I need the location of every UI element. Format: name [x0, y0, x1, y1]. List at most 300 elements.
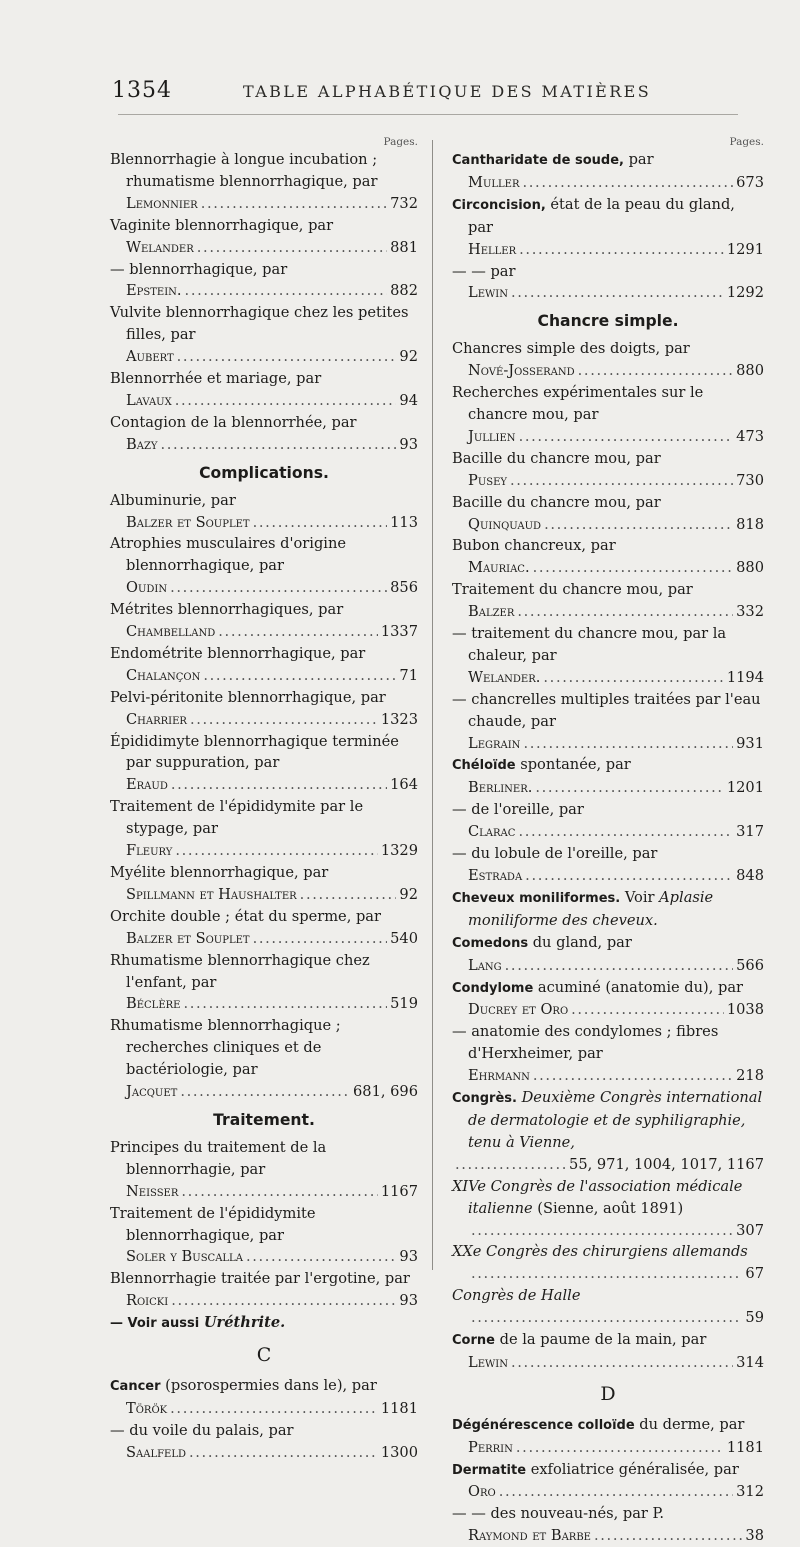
entry-text: [110, 259, 418, 281]
entry-description: Vaginite blennorrhagique, par: [110, 216, 334, 234]
index-entry: [110, 1420, 418, 1464]
entry-page-line: [452, 1220, 764, 1242]
index-entry: [452, 261, 764, 305]
entry-page-line: [452, 282, 764, 304]
entry-text: [452, 448, 764, 470]
entry-page-line: [110, 1181, 418, 1203]
entry-description: de la paume de la main, par: [499, 1331, 707, 1349]
entry-description: Bacille du chancre mou, par: [452, 449, 661, 467]
column-divider: [432, 140, 433, 1270]
entry-text: [452, 1414, 764, 1437]
entry-description: Traitement du chancre mou, par: [452, 581, 693, 599]
entry-page-line: [110, 1246, 418, 1268]
entry-page-line: [110, 884, 418, 906]
entry-author: Chalançon: [126, 666, 201, 684]
entry-page-line: [452, 777, 764, 799]
entry-description: Épididimyte blennorrhagique terminée par suppuration, par: [110, 732, 399, 772]
entry-page: 92: [399, 348, 418, 366]
entry-author: Soler y Buscalla: [126, 1248, 243, 1266]
entry-description: Bubon chancreux, par: [452, 537, 616, 555]
index-entry: [452, 623, 764, 689]
entry-description: spontanée, par: [520, 756, 631, 774]
entry-lead: Dégénérescence colloïde: [452, 1417, 635, 1433]
corne-entry: [452, 1329, 764, 1374]
entry-author: Lavaux: [126, 391, 172, 409]
page-number: 1354: [112, 78, 172, 103]
entry-page-line: [452, 1352, 764, 1374]
entry-author: Oro: [468, 1483, 496, 1501]
index-entry: [452, 448, 764, 492]
index-entry: [110, 687, 418, 731]
entry-page-line: [452, 470, 764, 492]
entry-description: Blennorrhagie traitée par l'ergotine, par: [110, 1270, 410, 1288]
entry-page-line: [110, 434, 418, 456]
entry-page: 931: [736, 734, 764, 752]
entry-text: [452, 977, 764, 1000]
entry-description: — traitement du chancre mou, par la chaleur, par: [452, 625, 727, 664]
entry-description: Pelvi-péritonite blennorrhagique, par: [110, 688, 386, 706]
entry-page: 732: [390, 194, 418, 212]
entry-page-line: [452, 865, 764, 887]
index-entry: [110, 1015, 418, 1103]
entry-description: exfoliatrice généralisée, par: [530, 1460, 739, 1478]
entry-description: du gland, par: [532, 933, 632, 951]
entry-page-line: [110, 993, 418, 1015]
entry-text: [110, 215, 418, 237]
entry-page: 818: [736, 515, 764, 533]
entry-text: [110, 149, 418, 193]
entry-author: Saalfeld: [126, 1443, 186, 1461]
entry-page-line: [110, 840, 418, 862]
entry-page-line: [452, 667, 764, 689]
cheveux-entry: [452, 887, 764, 932]
left-column: [110, 135, 418, 1464]
entry-description: Blennorrhée et mariage, par: [110, 370, 322, 388]
entry-page: 1323: [380, 710, 418, 728]
entry-page-line: [110, 237, 418, 259]
entry-description: (psorospermies dans le), par: [165, 1376, 377, 1394]
header-rule: [118, 114, 738, 115]
entry-text: [452, 338, 764, 360]
entry-description: Traitement de l'épididymite par le stypage, par: [110, 798, 364, 838]
entry-page: 1291: [726, 240, 764, 258]
entry-page: 1181: [726, 1438, 764, 1456]
pages-label-right: Pages.: [729, 136, 764, 148]
entry-text: [452, 382, 764, 426]
index-entry: [110, 862, 418, 906]
entry-text: [110, 533, 418, 577]
entry-page: 71: [399, 666, 418, 684]
entry-page-line: [452, 1437, 764, 1459]
entry-author: Charrier: [126, 710, 187, 728]
entry-page: 673: [736, 173, 764, 191]
entry-text: [110, 490, 418, 512]
index-entry: [452, 799, 764, 843]
index-entry: [452, 1459, 764, 1504]
entry-page: 566: [736, 956, 764, 974]
index-entry: [110, 906, 418, 950]
entry-description: — anatomie des condylomes ; fibres d'Herxheimer, par: [452, 1023, 719, 1063]
entry-page-line: [452, 955, 764, 977]
entry-text: [452, 799, 764, 821]
entry-page-line: [110, 1081, 418, 1103]
entry-description: Vulvite blennorrhagique chez les petites filles, par: [110, 304, 409, 344]
entry-text: [452, 1176, 764, 1220]
congress-name: Congrès de Halle: [452, 1287, 581, 1305]
index-entry: [452, 194, 764, 261]
entry-page: 67: [745, 1265, 764, 1283]
see-also-target: Uréthrite.: [203, 1314, 286, 1332]
index-entry: [110, 149, 418, 215]
index-entry: [110, 302, 418, 368]
see-also-prefix: — Voir aussi: [110, 1316, 200, 1332]
index-entry: [110, 533, 418, 599]
entry-text: [452, 535, 764, 557]
entry-description: Bacille du chancre mou, par: [452, 493, 661, 511]
entry-description: — — par: [452, 262, 516, 280]
entry-page-line: [110, 928, 418, 950]
entry-text: [452, 1459, 764, 1482]
entry-page: 1201: [726, 779, 764, 797]
entry-text: [452, 754, 764, 777]
right-column: [452, 135, 764, 1547]
right-entries-d: [452, 1176, 764, 1329]
index-entry: [110, 1203, 418, 1269]
letter-c-heading: C: [256, 1344, 272, 1367]
entry-page: 93: [399, 1248, 418, 1266]
congress-entry: [452, 1285, 764, 1329]
entry-description: état de la peau du gland, par: [468, 195, 735, 236]
entry-page-line: [110, 665, 418, 687]
left-entries-a: [110, 149, 418, 456]
entry-lead: Corne: [452, 1333, 495, 1349]
entry-description: Orchite double ; état du sperme, par: [110, 907, 381, 925]
entry-description: par: [628, 151, 654, 168]
entry-description: — — des nouveau-nés, par P.: [452, 1505, 665, 1523]
entry-text: [110, 731, 418, 775]
entry-page: 332: [736, 603, 764, 621]
entry-text: [452, 492, 764, 514]
entry-page-line: [452, 426, 764, 448]
entry-author: Nové-Josserand: [468, 362, 575, 380]
page-header: [0, 72, 800, 112]
cheveux-lead: Cheveux moniliformes.: [452, 890, 621, 906]
entry-text: [110, 643, 418, 665]
entry-page-line: [452, 1481, 764, 1503]
entry-author: Welander.: [468, 668, 541, 686]
index-entry: [452, 382, 764, 448]
index-entry: [452, 1414, 764, 1459]
entry-description: Atrophies musculaires d'origine blennorrhagique, par: [110, 535, 346, 575]
congres-entry: [452, 1087, 764, 1154]
entry-page-line: [452, 1307, 764, 1329]
entry-author: Berliner.: [468, 779, 533, 797]
entry-page: 856: [390, 579, 418, 597]
entry-description: Rhumatisme blennorrhagique chez l'enfant, par: [110, 951, 370, 991]
entry-lead: Cancer: [110, 1378, 161, 1394]
index-entry: [110, 1137, 418, 1203]
entry-description: Traitement de l'épididymite blennorrhagique, par: [110, 1204, 316, 1244]
congress-name: XXe Congrès des chirurgiens allemands: [452, 1243, 748, 1261]
entry-text: [110, 1137, 418, 1181]
entry-page: 113: [390, 513, 418, 531]
index-entry: [452, 843, 764, 887]
entry-description: Albuminurie, par: [110, 491, 236, 509]
entry-text: [452, 932, 764, 955]
entry-author: Balzer: [468, 603, 515, 621]
entry-text: [110, 796, 418, 840]
entry-author: Roicki: [126, 1292, 169, 1310]
entry-text: [110, 368, 418, 390]
entry-page-line: [452, 821, 764, 843]
entry-author: Jullien: [468, 427, 516, 445]
complications-heading: Complications.: [199, 463, 329, 482]
entry-author: Quinquaud: [468, 515, 542, 533]
entry-page: 218: [736, 1067, 764, 1085]
entry-lead: Condylome: [452, 980, 534, 996]
entry-author: Heller: [468, 240, 517, 258]
entry-author: Epstein.: [126, 282, 182, 300]
pages-label: Pages.: [383, 136, 418, 148]
letter-d-heading: D: [600, 1382, 616, 1405]
entry-page: 881: [390, 238, 418, 256]
cheveux-voir: Voir: [624, 888, 655, 906]
entry-author: Mauriac.: [468, 559, 530, 577]
index-entry: [452, 689, 764, 755]
entry-page: 1300: [380, 1443, 418, 1461]
entry-text: [452, 149, 764, 172]
entry-text: [110, 1375, 418, 1398]
entry-page: 314: [736, 1353, 764, 1371]
entry-page: 880: [736, 559, 764, 577]
entry-page: 1181: [380, 1399, 418, 1417]
entry-lead: Chéloïde: [452, 758, 516, 774]
right-entries-b: [452, 338, 764, 887]
entry-page: 94: [399, 391, 418, 409]
index-entry: [452, 1021, 764, 1087]
entry-page: 1194: [726, 668, 764, 686]
entry-description: Contagion de la blennorrhée, par: [110, 413, 357, 431]
entry-author: Balzer et Souplet: [126, 929, 250, 947]
entry-author: Neisser: [126, 1182, 179, 1200]
entry-author: Ducrey et Oro: [468, 1001, 569, 1019]
entry-page-line: [110, 1442, 418, 1464]
entry-author: Jacquet: [126, 1083, 178, 1101]
entry-author: Török: [126, 1399, 168, 1417]
entry-page-line: [110, 280, 418, 302]
entry-page-line: [110, 390, 418, 412]
entry-lead: Circoncision,: [452, 197, 546, 213]
index-entry: [110, 368, 418, 412]
entry-page: 1337: [380, 623, 418, 641]
entry-text: [452, 261, 764, 283]
entry-page-line: [110, 193, 418, 215]
running-title: TABLE ALPHABÉTIQUE DES MATIÈRES: [243, 82, 652, 101]
entry-page: 1167: [380, 1182, 418, 1200]
left-entries-b: [110, 490, 418, 1103]
entry-page: 164: [390, 776, 418, 794]
index-entry: [110, 643, 418, 687]
congress-entry: [452, 1176, 764, 1242]
entry-page-line: [110, 774, 418, 796]
entry-lead: Comedons: [452, 935, 529, 951]
entry-page: 882: [390, 282, 418, 300]
entry-author: Oudin: [126, 579, 168, 597]
entry-text: [110, 950, 418, 994]
entry-page: 848: [736, 867, 764, 884]
congres-pages-line: [452, 1154, 764, 1176]
entry-text: [110, 1015, 418, 1081]
entry-description: Principes du traitement de la blennorrhagie, par: [110, 1138, 327, 1178]
index-entry: [110, 599, 418, 643]
index-entry: [110, 796, 418, 862]
cheveux-target: Aplasie moniliforme des cheveux.: [468, 888, 714, 929]
entry-text: [110, 599, 418, 621]
entry-author: Lewin: [468, 284, 508, 302]
congress-detail: (Sienne, août 1891): [537, 1199, 684, 1217]
entry-page-line: [452, 514, 764, 536]
congres-pages: 55, 971, 1004, 1017, 1167: [569, 1155, 764, 1173]
entry-text: [110, 1268, 418, 1290]
index-entry: [110, 950, 418, 1016]
entry-description: Blennorrhagie à longue incubation ; rhumatisme blennorrhagique, par: [110, 151, 378, 190]
entry-page-line: [110, 621, 418, 643]
entry-text: [452, 623, 764, 667]
entry-page-line: [110, 512, 418, 534]
entry-page-line: [452, 733, 764, 755]
entry-author: Balzer et Souplet: [126, 513, 250, 531]
entry-page-line: [452, 557, 764, 579]
index-entry: [452, 149, 764, 194]
index-entry: [452, 492, 764, 536]
entry-page: 1292: [726, 284, 764, 302]
entry-text: [452, 1329, 764, 1352]
index-entry: [110, 1375, 418, 1420]
entry-page-line: [452, 999, 764, 1021]
entry-author: Chambelland: [126, 623, 216, 641]
left-entries-d: [110, 1375, 418, 1464]
entry-page: 93: [399, 1292, 418, 1310]
index-entry: [452, 338, 764, 382]
entry-description: Myélite blennorrhagique, par: [110, 864, 329, 881]
entry-author: Aubert: [126, 348, 174, 366]
entry-description: — blennorrhagique, par: [110, 260, 288, 278]
entry-lead: Cantharidate de soude,: [452, 153, 624, 168]
entry-author: Lang: [468, 956, 502, 974]
entry-text: [452, 579, 764, 601]
entry-page: 93: [399, 435, 418, 453]
index-entry: [452, 932, 764, 977]
entry-text: [452, 194, 764, 239]
entry-author: Pusey: [468, 471, 507, 489]
entry-page: 307: [736, 1221, 764, 1239]
entry-description: — de l'oreille, par: [452, 801, 584, 819]
entry-author: Fleury: [126, 842, 173, 860]
see-also-entry: [110, 1312, 418, 1335]
congres-text: Deuxième Congrès international de dermatologie et de syphiligraphie, tenu à Vienne,: [468, 1089, 763, 1151]
entry-author: Eraud: [126, 776, 168, 794]
entry-page: 1329: [380, 842, 418, 860]
entry-page: 92: [399, 885, 418, 903]
entry-text: [110, 412, 418, 434]
entry-description: — du lobule de l'oreille, par: [452, 845, 658, 863]
entry-description: du derme, par: [639, 1415, 745, 1433]
entry-page-line: [110, 1398, 418, 1420]
entry-author: Estrada: [468, 867, 523, 884]
entry-text: [452, 1021, 764, 1065]
entry-author: Legrain: [468, 734, 521, 752]
congress-entry: [452, 1241, 764, 1285]
entry-page-line: [452, 239, 764, 261]
index-entry: [452, 1503, 764, 1547]
entry-description: Recherches expérimentales sur le chancre mou, par: [452, 384, 704, 423]
entry-author: Clarac: [468, 823, 516, 841]
entry-page: 540: [390, 929, 418, 947]
entry-page-line: [110, 709, 418, 731]
entry-page-line: [452, 1065, 764, 1087]
index-entry: [110, 412, 418, 456]
right-entries-a: [452, 149, 764, 304]
entry-page-line: [110, 577, 418, 599]
entry-author: Spillmann et Haushalter: [126, 885, 297, 903]
entry-author: Raymond et Barbe: [468, 1527, 591, 1545]
entry-text: [452, 1503, 764, 1525]
entry-author: Muller: [468, 173, 520, 191]
index-entry: [452, 977, 764, 1022]
entry-author: Welander: [126, 238, 194, 256]
entry-author: Perrin: [468, 1438, 513, 1456]
entry-text: [110, 862, 418, 884]
index-entry: [110, 490, 418, 534]
entry-page: 1038: [726, 1001, 764, 1019]
entry-page: 519: [390, 995, 418, 1013]
entry-page: 730: [736, 471, 764, 489]
entry-description: Rhumatisme blennorrhagique ; recherches cliniques et de bactériologie, par: [110, 1017, 341, 1079]
entry-description: — chancrelles multiples traitées par l'eau chaude, par: [452, 690, 761, 730]
index-entry: [452, 579, 764, 623]
entry-text: [110, 906, 418, 928]
congres-lead: Congrès.: [452, 1091, 517, 1107]
entry-text: [110, 687, 418, 709]
entry-page: 681, 696: [353, 1083, 418, 1101]
entry-author: Lemonnier: [126, 194, 198, 212]
right-entries-e: [452, 1414, 764, 1547]
entry-description: Métrites blennorrhagiques, par: [110, 601, 344, 619]
entry-author: Béclère: [126, 995, 181, 1013]
entry-text: [452, 1241, 764, 1263]
index-entry: [110, 1268, 418, 1312]
entry-description: acuminé (anatomie du), par: [537, 978, 744, 996]
entry-page-line: [110, 346, 418, 368]
entry-page: 473: [736, 427, 764, 445]
entry-page-line: [110, 1290, 418, 1312]
entry-page: 38: [745, 1527, 764, 1545]
entry-description: — du voile du palais, par: [110, 1421, 294, 1439]
entry-text: [452, 1285, 764, 1307]
entry-author: Bazy: [126, 435, 158, 453]
entry-author: Lewin: [468, 1353, 508, 1371]
traitement-heading: Traitement.: [213, 1110, 315, 1129]
entry-page-line: [452, 172, 764, 194]
entry-page: 312: [736, 1483, 764, 1501]
entry-description: Endométrite blennorrhagique, par: [110, 644, 366, 662]
left-entries-c: [110, 1137, 418, 1312]
entry-page: 59: [745, 1309, 764, 1327]
entry-page-line: [452, 601, 764, 623]
entry-author: Ehrmann: [468, 1067, 530, 1085]
index-entry: [452, 535, 764, 579]
entry-page-line: [452, 1263, 764, 1285]
